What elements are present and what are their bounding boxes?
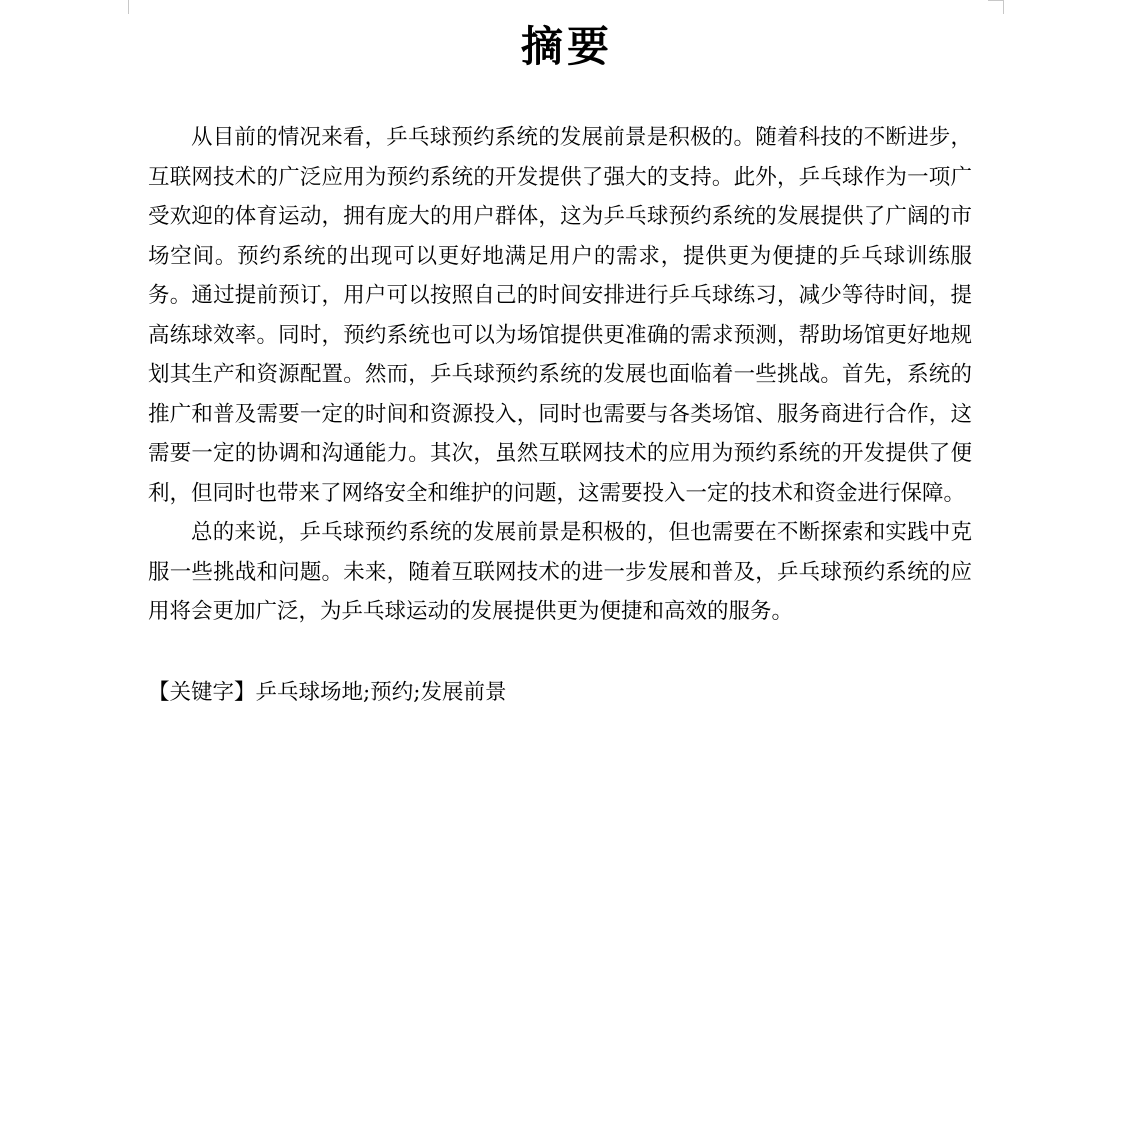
keywords-line: 【关键字】乒乓球场地;预约;发展前景 [148,679,507,705]
abstract-paragraph-1: 从目前的情况来看，乒乓球预约系统的发展前景是积极的。随着科技的不断进步，互联网技术的广泛应用为预约系统的开发提供了强大的支持。此外，乒乓球作为一项广受欢迎的体育运动，拥有庞大的用户群体，这为乒乓球预约系统的发展提供了广阔的市场空间。预约系统的出现可以更好地满足用户的需求，提供更为便捷的乒乓球训练服务。通过提前预订，用户可以按照自己的时间安排进行乒乓球练习，减少等待时间，提高练球效率。同时，预约系统也可以为场馆提供更准确的需求预测，帮助场馆更好地规划其生产和资源配置。然而，乒乓球预约系统的发展也面临着一些挑战。首先，系统的推广和普及需要一定的时间和资源投入，同时也需要与各类场馆、服务商进行合作，这需要一定的协调和沟通能力。其次，虽然互联网技术的应用为预约系统的开发提供了便利，但同时也带来了网络安全和维护的问题，这需要投入一定的技术和资金进行保障。 [148,125,972,506]
page-margin-mark-right [1003,0,1004,14]
page-margin-mark-left [128,0,129,14]
page-title: 摘要 [520,22,613,71]
document-body [148,118,972,712]
abstract-paragraph-2: 总的来说，乒乓球预约系统的发展前景是积极的，但也需要在不断探索和实践中克服一些挑战和问题。未来，随着互联网技术的进一步发展和普及，乒乓球预约系统的应用将会更加广泛，为乒乓球运动的发展提供更为便捷和高效的服务。 [148,520,972,624]
page-margin-mark-right-top [988,0,1004,1]
